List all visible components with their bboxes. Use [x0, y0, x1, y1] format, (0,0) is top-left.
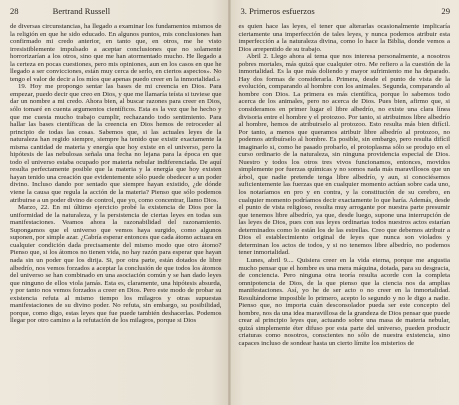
running-head-right: 3. Primeros esfuerzos [240, 6, 315, 16]
paragraph: 19. Hoy me propongo sentar las bases de mi creencia en Dios. Para empezar, puedo decir que creo en Dios, y que me llamaría teísta si tuviese que dar un nombre a mi credo. Ahora bien, al buscar razones para creer en Dios, sólo tomaré en cuenta argumentos científicos. Esta es la vez que he hecho y que me cuesta mucho trabajo cumplir, rechazando todo sentimiento. Para hallar las bases científicas de la creencia en Dios hemos de retroceder al principio de todas las cosas. Sabemos que, si las actuales leyes de la naturaleza han regido siempre, siempre ha tenido que existir exactamente la misma cantidad de materia y energía que hoy existe en el universo, pero la hipótesis de las nebulosas señala una fecha no lejana para la época en que todo el universo estaba ocupado por materia nebular indiferenciada. De aquí resulta perfectamente posible que la materia y la energía que hoy existen hayan tenido una creación que evidentemente sólo puede obedecer a un poder divino. Incluso dando por sentado que siempre hayan existido, ¿de dónde viene la causa que regula la acción de la materia? Pienso que sólo podemos atribuirse a un poder divino de control, que yo, como concentrar, llamo Dios. [10, 83, 222, 204]
page-number-right: 29 [441, 6, 450, 16]
paragraph: de diversas circunstancias, ha llegado a examinar los fundamentos mismos de la religión en que he sido educado. En algunos puntos, mis conclusiones han confirmado mi credo anterior, en tanto que, en otros, me he visto irresistiblemente impulsado a aceptar conclusiones que no solamente horrorizarían a los otros, sino que me han atormentado mucho. He llegado a la certeza en pocas cuestiones, pero mis opiniones, aun en los casos en que he llegado a ser convicciones, están muy cerca de serlo, en ciertos aspectos». No tengo el valor de decir a los míos que apenas puedo creer en la inmortalidad.» [10, 23, 222, 83]
paragraph: Lunes, abril 9.... Quisiera creer en la vida eterna, porque me angustia mucho pensar que el hombre es una mera máquina, dotada, para su desgracia, de conciencia. Pero ninguna otra teoría resulta acorde con la completa omnipotencia de Dios, de la que pienso que la ciencia nos da amplias manifestaciones. Así, yo he de ser acto o no creer en la inmortalidad. Resultándome imposible lo primero, acepto lo segundo y no le digo a nadie. Pienso que, no importa cuán desconsolador pueda ser este concepto del hombre, nos da una idea maravillosa de la grandeza de Dios pensar que puede crear al principio leyes que, actuando sobre una masa de materia nebular, quizá simplemente éter difuso por esta parte del universo, pueden producir criaturas como nosotros, conscientes no sólo de nuestra existencia, sino capaces incluso de sondear hasta un cierto límite los misterios de [238, 256, 450, 347]
left-page-header [10, 6, 222, 16]
right-page-header [239, 6, 451, 16]
right-page [230, 0, 459, 405]
paragraph: es quien hace las leyes, el tener que alterarlas ocasionalmente implicaría ciertamente una imperfección de tales leyes, y nunca podemos atribuir esta imperfección a la naturaleza divina, como lo hace la Biblia, donde vemos a Dios arrepentido de su trabajo. [238, 23, 450, 53]
book-gutter [228, 0, 231, 405]
right-page-text [239, 23, 451, 348]
paragraph: Marzo, 22. En mi último ejercicio probé la existencia de Dios por la uniformidad de la naturaleza, y la persistencia de ciertas leyes en todas sus manifestaciones. Veamos ahora la razonabilidad del razonamiento. Supongamos que el universo que vemos haya surgido, como algunos suponen, por simple azar. ¿Cabría esperar entonces que cada átomo actuara en cualquier condición dada precisamente del mismo modo que otro átomo? Pienso que, si los átomos no tienen vida, no hay razón para esperar que hayan nada sin un poder que los dirija. Si, por otra parte, están dotados de libre albedrío, nos vemos forzados a aceptar la conclusión de que todos los átomos del universo se han combinado en una asociación común y se han dado leyes que ninguno de ellos viola jamás. Esta es, claramente, una hipótesis absurda, y por tanto nos vemos forzados a creer en Dios. Pero este modo de probar su existencia refuta al mismo tiempo los milagros y otras supuestas manifestaciones de su divino poder. No refuta, sin embargo, su posibilidad, porque, como digo, estas leyes que fue puede también deshacerlas. Podemos llegar por otro camino a la refutación de los milagros, porque si Dios [10, 204, 222, 325]
left-page-text [10, 23, 222, 325]
paragraph: Abril 2. Llego ahora al tema que nos interesa personalmente, a nosotros pobres mortales, más quizá que cualquier otro. Me refiero a la cuestión de la inmortalidad. Es la que más doliendo y mayor sufrimiento me ha deparado. Hay dos formas de considerarla. Primera, desde el punto de vista de la evolución, comparando al hombre con los animales. Segunda, comparando al hombre con Dios. La primera es más científica, porque lo sabemos todo acerca de los animales, pero no acerca de Dios. Pues bien, afirmo que, si consideramos en primer lugar el libre albedrío, no existe una clara línea divisoria entre el hombre y el protozoo. Por tanto, si atribuimos libre albedrío al hombre, hemos de atribuirselo al protozoo. Esto resulta más bien difícil. Por tanto, a menos que queramos atribuir libre albedrío al protozoo, no podemos atribuírselo al hombre. Es posible, sin embargo, pero resulta difícil imaginarlo si, como he pasado probarlo, el protoplasma sólo se produjo en el curso ordinario de la naturaleza, sin ninguna providencia especial de Dios. Nuestro y todos los otros tres vivos funcionamos, entonces, movidos simplemente por fuerzas químicas y no somos nada más maravillosos que un árbol, que nadie pretende tenga libre albedrío, y aun, si conociésemos suficientemente las fuerzas que en cualquier momento actúan sobre cada uno, los notaríamos en pro y en contra, y la constitución de su cerebro, en cualquier momento podríamos decir exactamente lo que haría. Además, desde el punto de vista religioso, resulta muy arrogante por nuestra parte presumir que tenemos libre albedrío, ya que, desde luego, supone una interrupción de las leyes de Dios, pues con sus leyes ordinarias todos nuestros actos estarían determinados como lo están los de las estrellas. Creo que debemos atribuir a Dios el establecimiento original de leyes que nunca son violados y determinan los actos de todos, y si no tenemos libre albedrío, no podemos tener inmortalidad. [238, 53, 450, 257]
running-head-left: Bertrand Russell [52, 6, 111, 16]
page-number-left: 28 [10, 6, 19, 16]
